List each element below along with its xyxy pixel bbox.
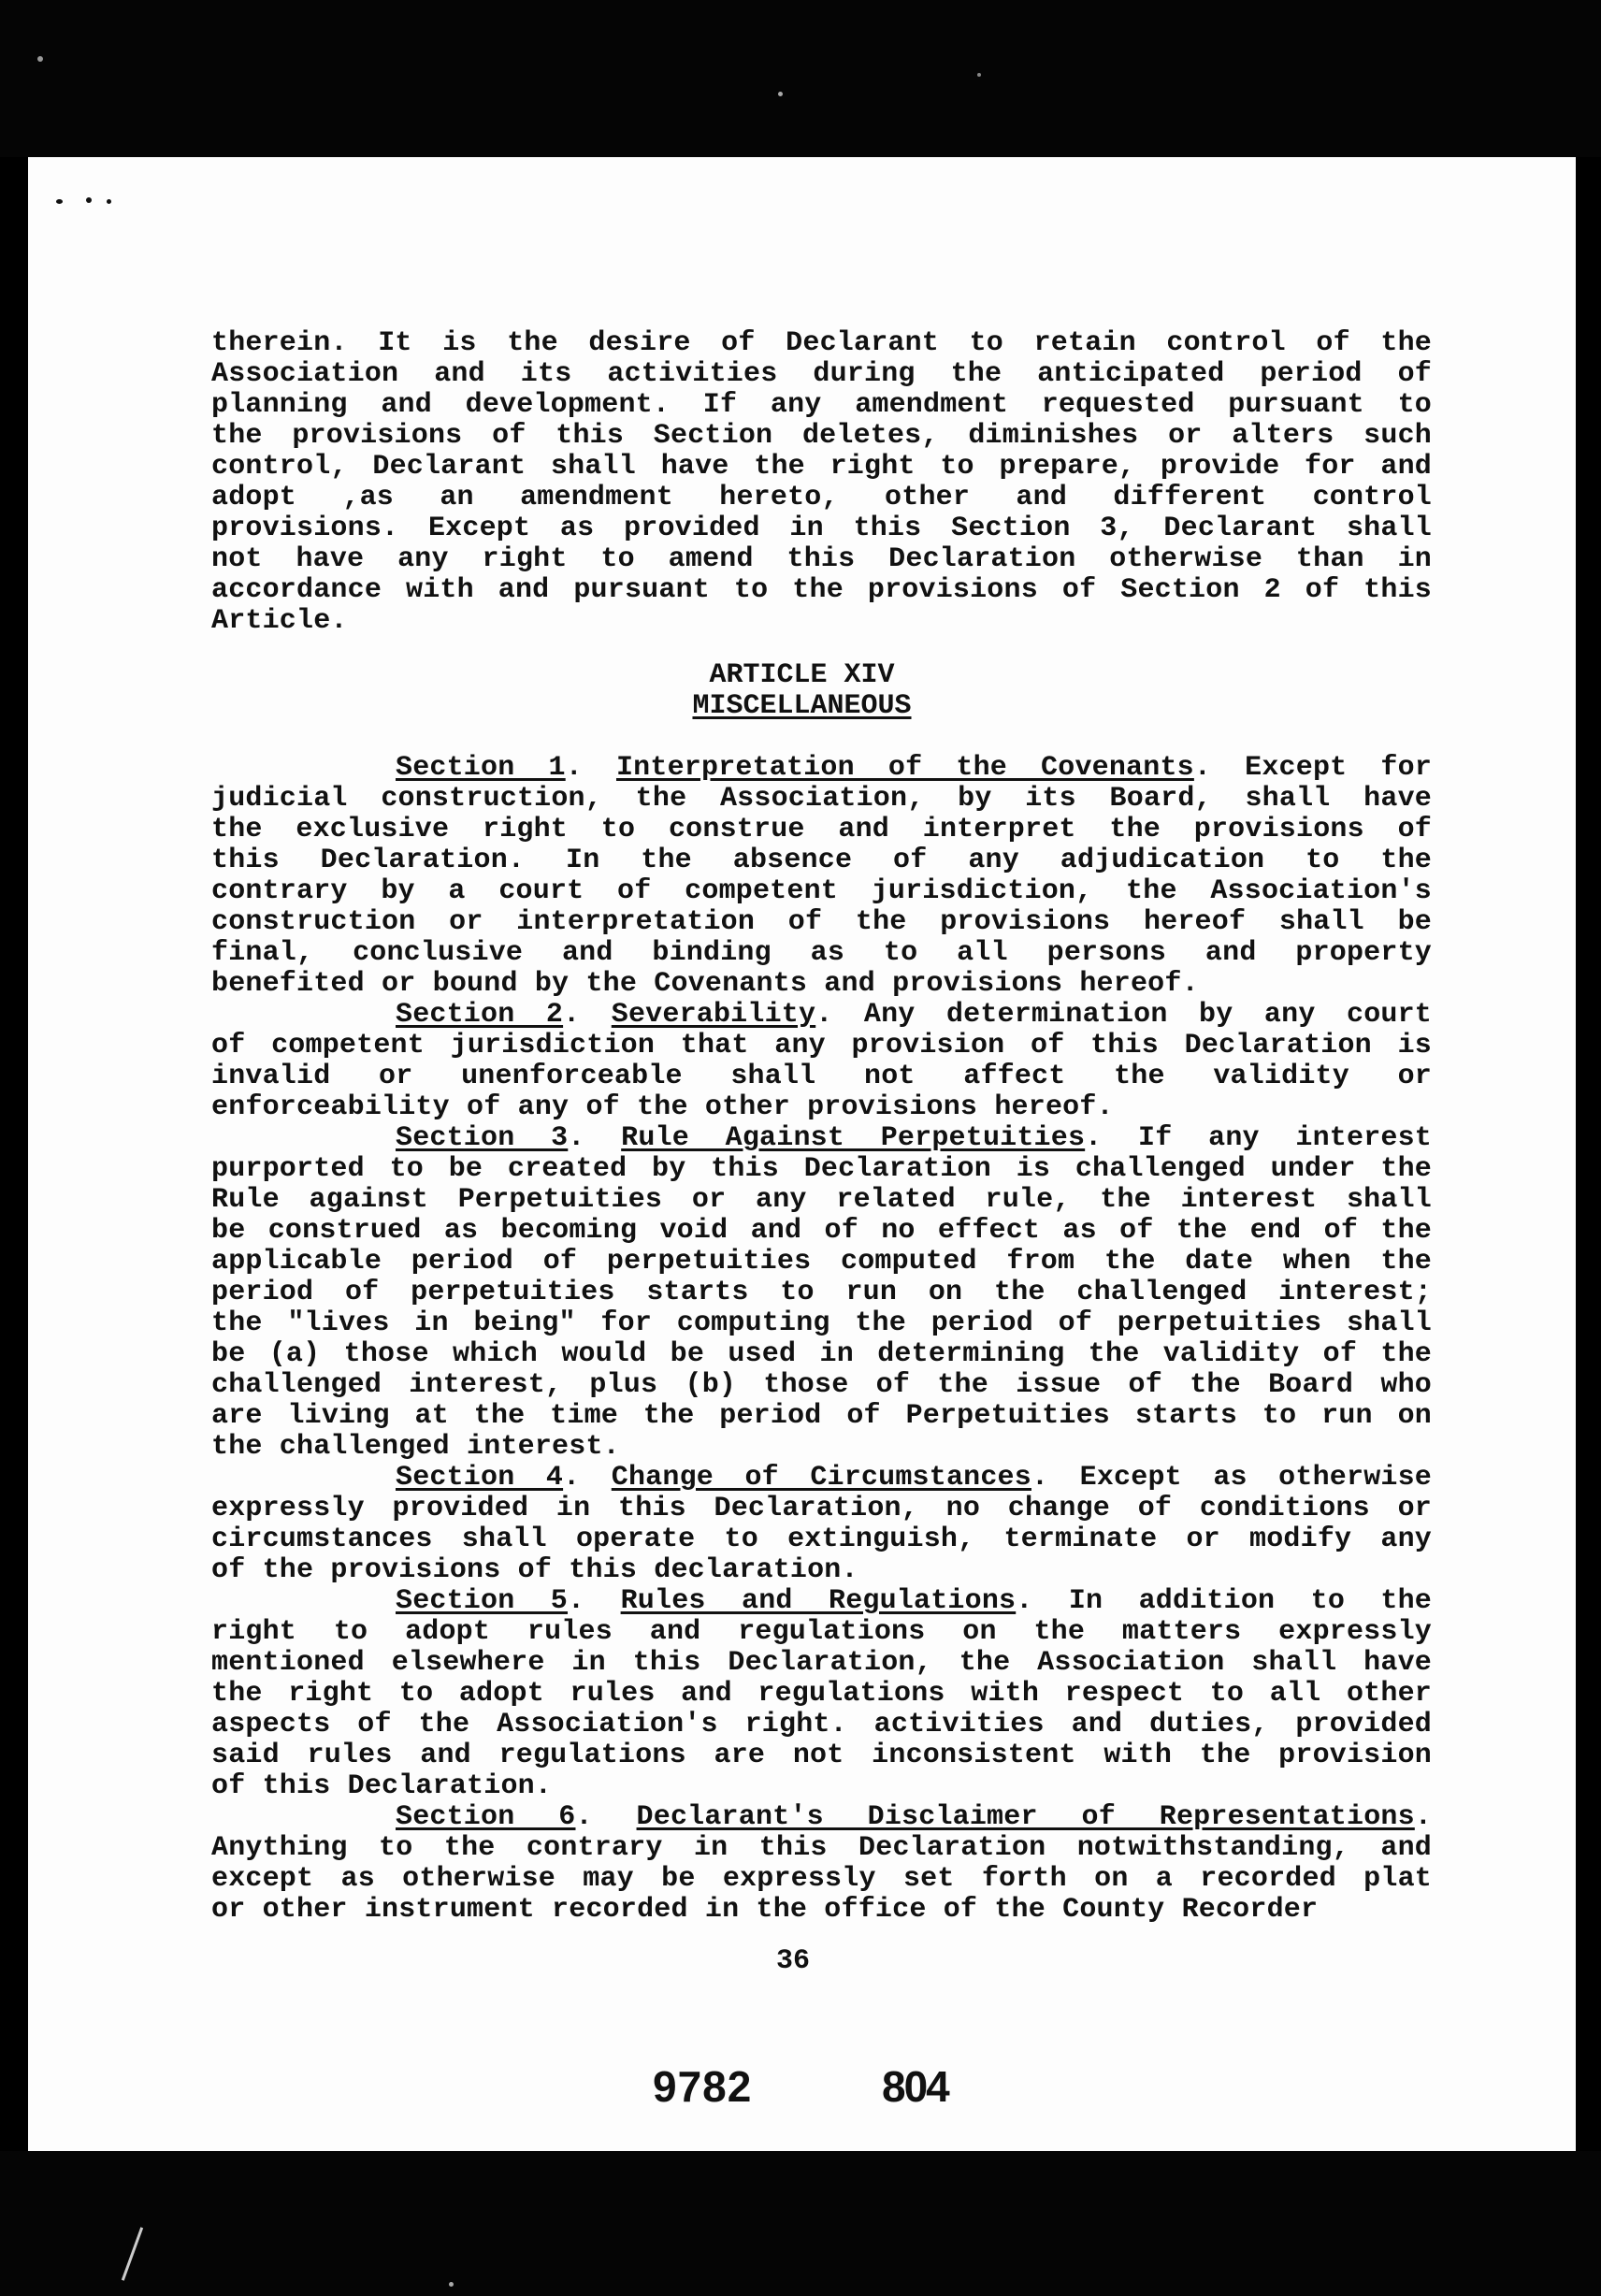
text-line: Article. [211, 605, 348, 637]
section-number: Section 2 [396, 999, 564, 1031]
text-line: provisions. Except as provided in this Section 3, Declarant shall [211, 513, 1432, 544]
text-line: mentioned elsewhere in this Declaration, the Association shall have [211, 1647, 1432, 1679]
text-line: aspects of the Association's right. activities and duties, provided [211, 1709, 1432, 1740]
text-line: are living at the time the period of Perpetuities starts to run on [211, 1400, 1432, 1432]
scan-speck [977, 73, 981, 77]
text-line: construction or interpretation of the provisions hereof shall be [211, 906, 1432, 938]
text-line: challenged interest, plus (b) those of the issue of the Board who [211, 1369, 1432, 1401]
scan-top-border [0, 0, 1601, 157]
section-header-rest: . Except for [1193, 752, 1433, 784]
text-line: expressly provided in this Declaration, no change of conditions or [211, 1493, 1432, 1524]
text-line: invalid or unenforceable shall not affect the validity or [211, 1061, 1432, 1092]
section-title: Interpretation of the Covenants [615, 752, 1194, 784]
document-page [28, 157, 1576, 2151]
text-line: benefited or bound by the Covenants and provisions hereof. [211, 968, 1199, 1000]
scan-speck [449, 2282, 454, 2287]
section-number: Section 1 [396, 752, 566, 784]
text-line: Rule against Perpetuities or any related rule, the interest shall [211, 1184, 1432, 1216]
text-line: control, Declarant shall have the right to prepare, provide for and [211, 451, 1432, 483]
scan-bottom-border [0, 2151, 1601, 2296]
opening-paragraph [211, 328, 1432, 637]
text-line: of the provisions of this declaration. [211, 1554, 858, 1586]
text-line: not have any right to amend this Declaration otherwise than in [211, 543, 1432, 575]
page-number: 36 [776, 1945, 811, 1977]
text-line: therein. It is the desire of Declarant to retain control of the [211, 327, 1432, 359]
text-line: period of perpetuities starts to run on the challenged interest; [211, 1277, 1432, 1308]
text-line: the challenged interest. [211, 1431, 620, 1463]
scan-speck [37, 56, 43, 62]
section-header-rest: . In addition to the [1016, 1585, 1433, 1617]
text-line: applicable period of perpetuities computed from the date when the [211, 1246, 1432, 1278]
section-header-rest: . [1414, 1801, 1433, 1833]
section-header-line: Section 5. Rules and Regulations. In addition to the [396, 1585, 1433, 1617]
text-line: purported to be created by this Declaration is challenged under the [211, 1153, 1432, 1185]
text-line: of this Declaration. [211, 1770, 553, 1802]
text-line: contrary by a court of competent jurisdiction, the Association's [211, 875, 1432, 907]
section-number: Section 6 [396, 1801, 576, 1833]
text-line: judicial construction, the Association, by its Board, shall have [211, 783, 1432, 815]
scan-speck [107, 199, 111, 204]
section-header-line: Section 2. Severability. Any determination by any court [396, 999, 1433, 1031]
section-title: Rule Against Perpetuities [621, 1122, 1086, 1154]
text-line: enforceability of any of the other provisions hereof. [211, 1091, 1114, 1123]
section-header-rest: . Except as otherwise [1031, 1462, 1433, 1494]
section-title: Severability [611, 999, 816, 1031]
text-line: Anything to the contrary in this Declaration notwithstanding, and [211, 1832, 1432, 1864]
section-number: Section 3 [396, 1122, 569, 1154]
text-line: the right to adopt rules and regulations with respect to all other [211, 1678, 1432, 1710]
section-number: Section 4 [396, 1462, 564, 1494]
scan-speck [56, 199, 63, 204]
section-header-rest: . If any interest [1085, 1122, 1433, 1154]
sections-body [211, 753, 1432, 1926]
text-line: except as otherwise may be expressly set forth on a recorded plat [211, 1863, 1432, 1895]
section-header-line: Section 1. Interpretation of the Covenants. Except for [396, 752, 1433, 784]
text-line: or other instrument recorded in the office of the County Recorder [211, 1894, 1319, 1926]
text-line: adopt ,as an amendment hereto, other and different control [211, 482, 1432, 513]
scan-speck [778, 92, 783, 96]
text-line: right to adopt rules and regulations on the matters expressly [211, 1616, 1432, 1648]
section-header-rest: . Any determination by any court [815, 999, 1433, 1031]
text-line: the exclusive right to construe and interpret the provisions of [211, 814, 1432, 845]
scan-speck [86, 197, 92, 203]
text-line: the provisions of this Section deletes, diminishes or alters such [211, 420, 1432, 452]
text-line: be construed as becoming void and of no effect as of the end of the [211, 1215, 1432, 1247]
article-heading: ARTICLE XIV [709, 659, 895, 691]
recording-stamp-right: 804 [882, 2062, 948, 2111]
section-header-line: Section 6. Declarant's Disclaimer of Representations. [396, 1801, 1433, 1833]
recording-stamp-left: 9782 [653, 2062, 753, 2111]
text-line: accordance with and pursuant to the provisions of Section 2 of this [211, 574, 1432, 606]
text-line: the "lives in being" for computing the period of perpetuities shall [211, 1307, 1432, 1339]
text-line: said rules and regulations are not inconsistent with the provision [211, 1740, 1432, 1771]
text-line: of competent jurisdiction that any provision of this Declaration is [211, 1030, 1432, 1061]
section-number: Section 5 [396, 1585, 569, 1617]
section-title: Change of Circumstances [611, 1462, 1031, 1494]
text-line: circumstances shall operate to extinguish, terminate or modify any [211, 1523, 1432, 1555]
text-line: this Declaration. In the absence of any adjudication to the [211, 845, 1432, 876]
text-line: be (a) those which would be used in determining the validity of the [211, 1338, 1432, 1370]
text-line: Association and its activities during the anticipated period of [211, 358, 1432, 390]
section-header-line: Section 3. Rule Against Perpetuities. If any interest [396, 1122, 1433, 1154]
text-line: planning and development. If any amendment requested pursuant to [211, 389, 1432, 421]
section-title: Rules and Regulations [620, 1585, 1017, 1617]
article-title: MISCELLANEOUS [692, 690, 912, 722]
text-line: final, conclusive and binding as to all persons and property [211, 937, 1432, 969]
section-header-line: Section 4. Change of Circumstances. Except as otherwise [396, 1462, 1433, 1494]
section-title: Declarant's Disclaimer of Representations [636, 1801, 1415, 1833]
